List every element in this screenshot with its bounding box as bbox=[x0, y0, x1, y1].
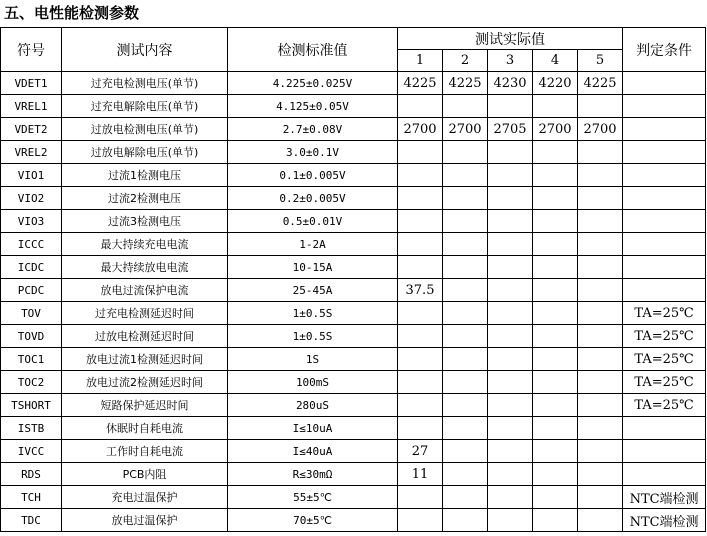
sample-3-value-cell bbox=[488, 256, 533, 279]
sample-5-value-cell bbox=[578, 440, 623, 463]
sample-3-value-cell bbox=[488, 417, 533, 440]
condition-cell: TA=25℃ bbox=[623, 325, 706, 348]
test-content-cell: 过放电检测电压(单节) bbox=[62, 118, 228, 141]
sample-4-value-cell bbox=[533, 302, 578, 325]
standard-value-cell: 25-45A bbox=[228, 279, 398, 302]
sample-1-value-cell bbox=[398, 187, 443, 210]
standard-value-cell: 1S bbox=[228, 348, 398, 371]
sample-4-value-cell bbox=[533, 164, 578, 187]
sample-5-value-cell bbox=[578, 279, 623, 302]
test-content-cell: 放电过流保护电流 bbox=[62, 279, 228, 302]
table-row bbox=[1, 141, 706, 164]
sample-4-value-cell bbox=[533, 325, 578, 348]
test-content-cell: PCB内阻 bbox=[62, 463, 228, 486]
section-title: 五、电性能检测参数 bbox=[4, 4, 140, 22]
table-row bbox=[1, 509, 706, 532]
sample-1-value-cell bbox=[398, 141, 443, 164]
sample-2-value-cell bbox=[443, 256, 488, 279]
table-row bbox=[1, 325, 706, 348]
condition-cell bbox=[623, 141, 706, 164]
header-test-content: 测试内容 bbox=[62, 28, 228, 72]
sample-3-value-cell bbox=[488, 394, 533, 417]
table-row bbox=[1, 72, 706, 95]
standard-value-cell: 10-15A bbox=[228, 256, 398, 279]
sample-4-value-cell: 4220 bbox=[533, 72, 578, 95]
symbol-cell: RDS bbox=[1, 463, 62, 486]
sample-2-value-cell bbox=[443, 486, 488, 509]
sample-5-value-cell bbox=[578, 141, 623, 164]
table-row bbox=[1, 486, 706, 509]
sample-4-value-cell bbox=[533, 348, 578, 371]
sample-2-value-cell bbox=[443, 348, 488, 371]
header-sample-3: 3 bbox=[488, 50, 533, 72]
standard-value-cell: 280uS bbox=[228, 394, 398, 417]
standard-value-cell: 4.125±0.05V bbox=[228, 95, 398, 118]
symbol-cell: TOVD bbox=[1, 325, 62, 348]
standard-value-cell: 2.7±0.08V bbox=[228, 118, 398, 141]
condition-cell bbox=[623, 440, 706, 463]
sample-2-value-cell bbox=[443, 509, 488, 532]
sample-4-value-cell bbox=[533, 210, 578, 233]
condition-cell bbox=[623, 210, 706, 233]
sample-5-value-cell bbox=[578, 187, 623, 210]
sample-3-value-cell bbox=[488, 164, 533, 187]
symbol-cell: TOC2 bbox=[1, 371, 62, 394]
symbol-cell: VDET1 bbox=[1, 72, 62, 95]
sample-2-value-cell bbox=[443, 371, 488, 394]
standard-value-cell: 55±5℃ bbox=[228, 486, 398, 509]
sample-5-value-cell bbox=[578, 233, 623, 256]
sample-3-value-cell: 2705 bbox=[488, 118, 533, 141]
condition-cell bbox=[623, 118, 706, 141]
sample-1-value-cell: 37.5 bbox=[398, 279, 443, 302]
symbol-cell: VREL2 bbox=[1, 141, 62, 164]
sample-1-value-cell bbox=[398, 417, 443, 440]
test-content-cell: 最大持续放电电流 bbox=[62, 256, 228, 279]
standard-value-cell: R≤30mΩ bbox=[228, 463, 398, 486]
sample-3-value-cell bbox=[488, 440, 533, 463]
sample-4-value-cell bbox=[533, 95, 578, 118]
sample-2-value-cell bbox=[443, 325, 488, 348]
table-row bbox=[1, 210, 706, 233]
header-condition: 判定条件 bbox=[623, 28, 706, 72]
standard-value-cell: 1±0.5S bbox=[228, 302, 398, 325]
sample-4-value-cell bbox=[533, 233, 578, 256]
standard-value-cell: 0.2±0.005V bbox=[228, 187, 398, 210]
symbol-cell: ISTB bbox=[1, 417, 62, 440]
standard-value-cell: 100mS bbox=[228, 371, 398, 394]
table-row bbox=[1, 118, 706, 141]
symbol-cell: TSHORT bbox=[1, 394, 62, 417]
table-row bbox=[1, 440, 706, 463]
sample-3-value-cell bbox=[488, 371, 533, 394]
table-row bbox=[1, 256, 706, 279]
condition-cell bbox=[623, 72, 706, 95]
standard-value-cell: 70±5℃ bbox=[228, 509, 398, 532]
sample-1-value-cell bbox=[398, 302, 443, 325]
symbol-cell: ICDC bbox=[1, 256, 62, 279]
sample-2-value-cell: 2700 bbox=[443, 118, 488, 141]
table-row bbox=[1, 164, 706, 187]
sample-5-value-cell bbox=[578, 210, 623, 233]
standard-value-cell: 3.0±0.1V bbox=[228, 141, 398, 164]
test-content-cell: 过放电解除电压(单节) bbox=[62, 141, 228, 164]
sample-3-value-cell bbox=[488, 210, 533, 233]
sample-3-value-cell bbox=[488, 233, 533, 256]
table-row bbox=[1, 187, 706, 210]
symbol-cell: TDC bbox=[1, 509, 62, 532]
test-content-cell: 过充电解除电压(单节) bbox=[62, 95, 228, 118]
header-sample-4: 4 bbox=[533, 50, 578, 72]
sample-3-value-cell bbox=[488, 302, 533, 325]
sample-1-value-cell: 4225 bbox=[398, 72, 443, 95]
sample-1-value-cell bbox=[398, 95, 443, 118]
sample-2-value-cell bbox=[443, 463, 488, 486]
standard-value-cell: 1-2A bbox=[228, 233, 398, 256]
symbol-cell: VDET2 bbox=[1, 118, 62, 141]
condition-cell bbox=[623, 95, 706, 118]
sample-3-value-cell bbox=[488, 348, 533, 371]
test-content-cell: 过流3检测电压 bbox=[62, 210, 228, 233]
sample-2-value-cell bbox=[443, 394, 488, 417]
sample-3-value-cell bbox=[488, 325, 533, 348]
sample-5-value-cell bbox=[578, 509, 623, 532]
sample-1-value-cell bbox=[398, 348, 443, 371]
sample-1-value-cell bbox=[398, 210, 443, 233]
sample-5-value-cell bbox=[578, 325, 623, 348]
sample-2-value-cell: 4225 bbox=[443, 72, 488, 95]
sample-3-value-cell bbox=[488, 463, 533, 486]
sample-4-value-cell bbox=[533, 256, 578, 279]
condition-cell bbox=[623, 233, 706, 256]
test-content-cell: 休眠时自耗电流 bbox=[62, 417, 228, 440]
test-content-cell: 过充电检测电压(单节) bbox=[62, 72, 228, 95]
table-row bbox=[1, 348, 706, 371]
sample-4-value-cell bbox=[533, 371, 578, 394]
test-content-cell: 放电过流2检测延迟时间 bbox=[62, 371, 228, 394]
header-symbol: 符号 bbox=[1, 28, 62, 72]
sample-5-value-cell bbox=[578, 463, 623, 486]
standard-value-cell: I≤40uA bbox=[228, 440, 398, 463]
table-row bbox=[1, 279, 706, 302]
sample-3-value-cell bbox=[488, 141, 533, 164]
sample-3-value-cell bbox=[488, 486, 533, 509]
symbol-cell: VREL1 bbox=[1, 95, 62, 118]
standard-value-cell: 0.1±0.005V bbox=[228, 164, 398, 187]
test-content-cell: 工作时自耗电流 bbox=[62, 440, 228, 463]
sample-4-value-cell bbox=[533, 486, 578, 509]
header-standard-value: 检测标准值 bbox=[228, 28, 398, 72]
symbol-cell: VIO3 bbox=[1, 210, 62, 233]
condition-cell bbox=[623, 463, 706, 486]
sample-1-value-cell: 2700 bbox=[398, 118, 443, 141]
sample-1-value-cell: 27 bbox=[398, 440, 443, 463]
sample-2-value-cell bbox=[443, 164, 488, 187]
sample-2-value-cell bbox=[443, 302, 488, 325]
sample-4-value-cell bbox=[533, 440, 578, 463]
sample-5-value-cell: 4225 bbox=[578, 72, 623, 95]
sample-1-value-cell bbox=[398, 256, 443, 279]
sample-4-value-cell bbox=[533, 187, 578, 210]
condition-cell: TA=25℃ bbox=[623, 394, 706, 417]
table-row bbox=[1, 95, 706, 118]
condition-cell bbox=[623, 256, 706, 279]
symbol-cell: IVCC bbox=[1, 440, 62, 463]
header-sample-1: 1 bbox=[398, 50, 443, 72]
condition-cell: NTC端检测 bbox=[623, 486, 706, 509]
test-content-cell: 过放电检测延迟时间 bbox=[62, 325, 228, 348]
sample-1-value-cell bbox=[398, 233, 443, 256]
test-content-cell: 最大持续充电电流 bbox=[62, 233, 228, 256]
test-content-cell: 过流2检测电压 bbox=[62, 187, 228, 210]
sample-3-value-cell bbox=[488, 95, 533, 118]
sample-4-value-cell bbox=[533, 509, 578, 532]
sample-4-value-cell bbox=[533, 417, 578, 440]
test-content-cell: 短路保护延迟时间 bbox=[62, 394, 228, 417]
table-row bbox=[1, 394, 706, 417]
test-content-cell: 过充电检测延迟时间 bbox=[62, 302, 228, 325]
condition-cell: TA=25℃ bbox=[623, 302, 706, 325]
sample-3-value-cell bbox=[488, 279, 533, 302]
sample-5-value-cell bbox=[578, 417, 623, 440]
sample-4-value-cell bbox=[533, 141, 578, 164]
symbol-cell: PCDC bbox=[1, 279, 62, 302]
sample-2-value-cell bbox=[443, 233, 488, 256]
test-content-cell: 充电过温保护 bbox=[62, 486, 228, 509]
sample-4-value-cell bbox=[533, 394, 578, 417]
standard-value-cell: 1±0.5S bbox=[228, 325, 398, 348]
sample-4-value-cell bbox=[533, 279, 578, 302]
test-content-cell: 放电过温保护 bbox=[62, 509, 228, 532]
sample-1-value-cell bbox=[398, 325, 443, 348]
symbol-cell: TOV bbox=[1, 302, 62, 325]
table-row bbox=[1, 463, 706, 486]
table-row bbox=[1, 417, 706, 440]
sample-2-value-cell bbox=[443, 141, 488, 164]
table-row bbox=[1, 233, 706, 256]
sample-5-value-cell bbox=[578, 164, 623, 187]
table-row bbox=[1, 371, 706, 394]
table-body bbox=[1, 72, 706, 532]
sample-1-value-cell bbox=[398, 164, 443, 187]
sample-1-value-cell: 11 bbox=[398, 463, 443, 486]
symbol-cell: VIO1 bbox=[1, 164, 62, 187]
symbol-cell: TCH bbox=[1, 486, 62, 509]
test-content-cell: 过流1检测电压 bbox=[62, 164, 228, 187]
condition-cell bbox=[623, 417, 706, 440]
sample-1-value-cell bbox=[398, 394, 443, 417]
sample-2-value-cell bbox=[443, 210, 488, 233]
test-content-cell: 放电过流1检测延迟时间 bbox=[62, 348, 228, 371]
standard-value-cell: 4.225±0.025V bbox=[228, 72, 398, 95]
header-actual-values: 测试实际值 bbox=[398, 28, 623, 50]
standard-value-cell: 0.5±0.01V bbox=[228, 210, 398, 233]
symbol-cell: TOC1 bbox=[1, 348, 62, 371]
condition-cell: TA=25℃ bbox=[623, 371, 706, 394]
sample-2-value-cell bbox=[443, 187, 488, 210]
table-row bbox=[1, 302, 706, 325]
sample-5-value-cell: 2700 bbox=[578, 118, 623, 141]
sample-5-value-cell bbox=[578, 394, 623, 417]
symbol-cell: ICCC bbox=[1, 233, 62, 256]
sample-2-value-cell bbox=[443, 95, 488, 118]
sample-1-value-cell bbox=[398, 509, 443, 532]
sample-3-value-cell: 4230 bbox=[488, 72, 533, 95]
electrical-parameters-table bbox=[0, 27, 706, 532]
sample-4-value-cell bbox=[533, 463, 578, 486]
sample-4-value-cell: 2700 bbox=[533, 118, 578, 141]
sample-5-value-cell bbox=[578, 371, 623, 394]
condition-cell bbox=[623, 279, 706, 302]
sample-5-value-cell bbox=[578, 256, 623, 279]
sample-3-value-cell bbox=[488, 509, 533, 532]
header-sample-2: 2 bbox=[443, 50, 488, 72]
sample-2-value-cell bbox=[443, 279, 488, 302]
symbol-cell: VIO2 bbox=[1, 187, 62, 210]
condition-cell bbox=[623, 164, 706, 187]
sample-5-value-cell bbox=[578, 302, 623, 325]
condition-cell: NTC端检测 bbox=[623, 509, 706, 532]
condition-cell bbox=[623, 187, 706, 210]
sample-1-value-cell bbox=[398, 371, 443, 394]
header-sample-5: 5 bbox=[578, 50, 623, 72]
sample-2-value-cell bbox=[443, 440, 488, 463]
sample-5-value-cell bbox=[578, 486, 623, 509]
sample-5-value-cell bbox=[578, 95, 623, 118]
sample-3-value-cell bbox=[488, 187, 533, 210]
sample-5-value-cell bbox=[578, 348, 623, 371]
sample-2-value-cell bbox=[443, 417, 488, 440]
standard-value-cell: I≤10uA bbox=[228, 417, 398, 440]
condition-cell: TA=25℃ bbox=[623, 348, 706, 371]
sample-1-value-cell bbox=[398, 486, 443, 509]
